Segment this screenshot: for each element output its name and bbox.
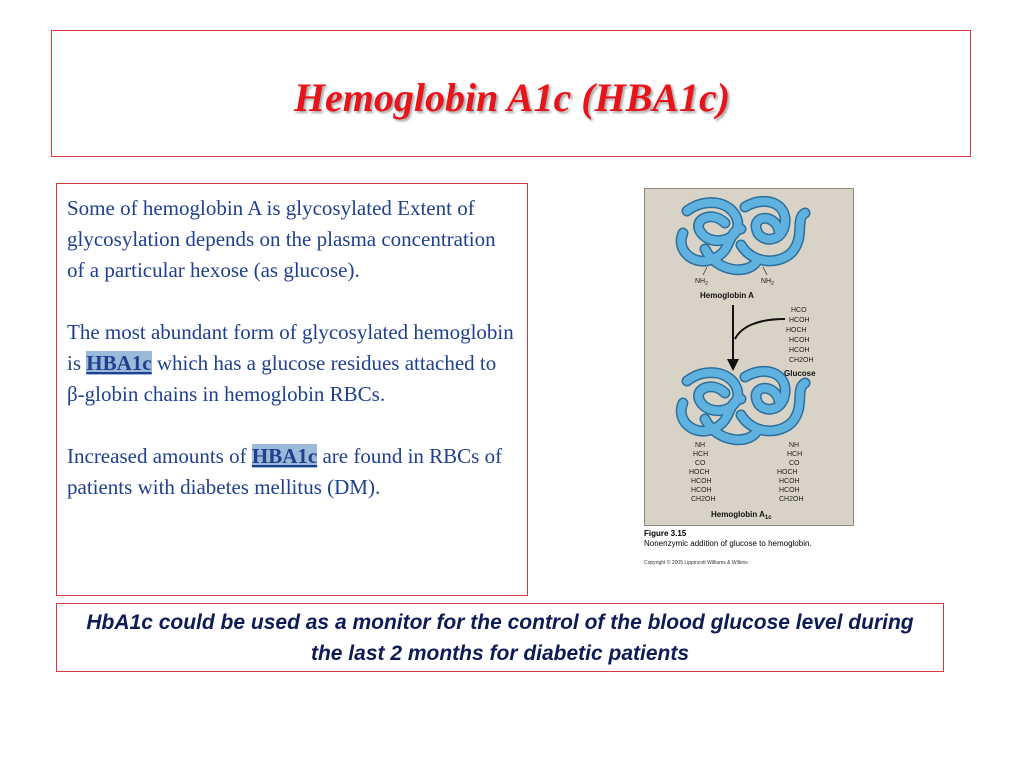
svg-text:HCOH: HCOH bbox=[779, 478, 800, 485]
figure-caption-text: Nonenzymic addition of glucose to hemoglobin. bbox=[644, 539, 812, 548]
svg-text:NH: NH bbox=[695, 442, 706, 449]
svg-text:HCOH: HCOH bbox=[789, 337, 810, 344]
paragraph-1: Some of hemoglobin A is glycosylated Extent of glycosylation depends on the plasma concentration of a particular hexose (as glucose). bbox=[67, 196, 496, 282]
svg-text:HCOH: HCOH bbox=[691, 487, 712, 494]
reaction-arrow-icon bbox=[733, 305, 785, 361]
figure-panel bbox=[644, 188, 854, 526]
svg-text:NH: NH bbox=[789, 442, 800, 449]
body-text-box bbox=[56, 183, 528, 596]
hemoglobin-a1c-label: Hemoglobin $A_{1c}$ bbox=[711, 510, 772, 521]
svg-text:HOCH: HOCH bbox=[786, 327, 807, 334]
hemoglobin-diagram bbox=[645, 189, 855, 527]
paragraph-2 bbox=[67, 317, 517, 410]
svg-text:CH2OH: CH2OH bbox=[779, 496, 804, 503]
svg-text:HCH: HCH bbox=[787, 451, 803, 458]
svg-text:HCOH: HCOH bbox=[779, 487, 800, 494]
hba1c-highlight: HBA1c bbox=[86, 351, 152, 375]
arrow-head-icon bbox=[727, 359, 739, 371]
paragraph-2-text-b: which has a glucose residues attached to β-globin chains in hemoglobin RBCs. bbox=[67, 351, 497, 406]
svg-text:HCH: HCH bbox=[693, 451, 709, 458]
slide-title: Hemoglobin A1c (HBA1c) bbox=[293, 75, 731, 120]
svg-text:HOCH: HOCH bbox=[777, 469, 798, 476]
figure bbox=[644, 188, 856, 572]
nh2-left-label: $NH_2$ bbox=[695, 278, 708, 287]
adduct-right bbox=[777, 442, 804, 503]
svg-text:CO: CO bbox=[789, 460, 800, 467]
hemoglobin-a-structure-icon bbox=[681, 201, 805, 269]
svg-text:CO: CO bbox=[695, 460, 706, 467]
nh2-right-label: $NH_2$ bbox=[761, 278, 774, 287]
paragraph-3-text-b: are found in RBCs of patients with diabetes mellitus (DM). bbox=[67, 444, 503, 499]
svg-text:HCOH: HCOH bbox=[789, 317, 810, 324]
glucose-structure bbox=[786, 307, 814, 364]
hemoglobin-a1c-structure-icon bbox=[681, 371, 805, 439]
paragraph-3-text-a: Increased amounts of bbox=[67, 444, 252, 468]
paragraph-2-text-a: The most abundant form of glycosylated hemoglobin is bbox=[67, 320, 514, 375]
svg-text:HCOH: HCOH bbox=[789, 347, 810, 354]
paragraph-3 bbox=[67, 441, 517, 503]
figure-number: Figure 3.15 bbox=[644, 529, 687, 538]
glucose-label: Glucose bbox=[784, 369, 816, 378]
figure-caption bbox=[644, 529, 812, 549]
adduct-left bbox=[689, 442, 716, 503]
summary-note: HbA1c could be used as a monitor for the control of the blood glucose level during the last 2 months for diabetic patients bbox=[86, 610, 914, 665]
svg-text:HCOH: HCOH bbox=[691, 478, 712, 485]
summary-note-box bbox=[56, 603, 944, 672]
svg-text:HCO: HCO bbox=[791, 307, 807, 314]
hba1c-highlight: HBA1c bbox=[251, 444, 318, 468]
svg-text:CH2OH: CH2OH bbox=[789, 357, 814, 364]
svg-text:CH2OH: CH2OH bbox=[691, 496, 716, 503]
hemoglobin-a-label: Hemoglobin A bbox=[700, 291, 754, 300]
figure-copyright: Copyright © 2005 Lippincott Williams & Wilkins bbox=[644, 560, 748, 566]
svg-text:HOCH: HOCH bbox=[689, 469, 710, 476]
